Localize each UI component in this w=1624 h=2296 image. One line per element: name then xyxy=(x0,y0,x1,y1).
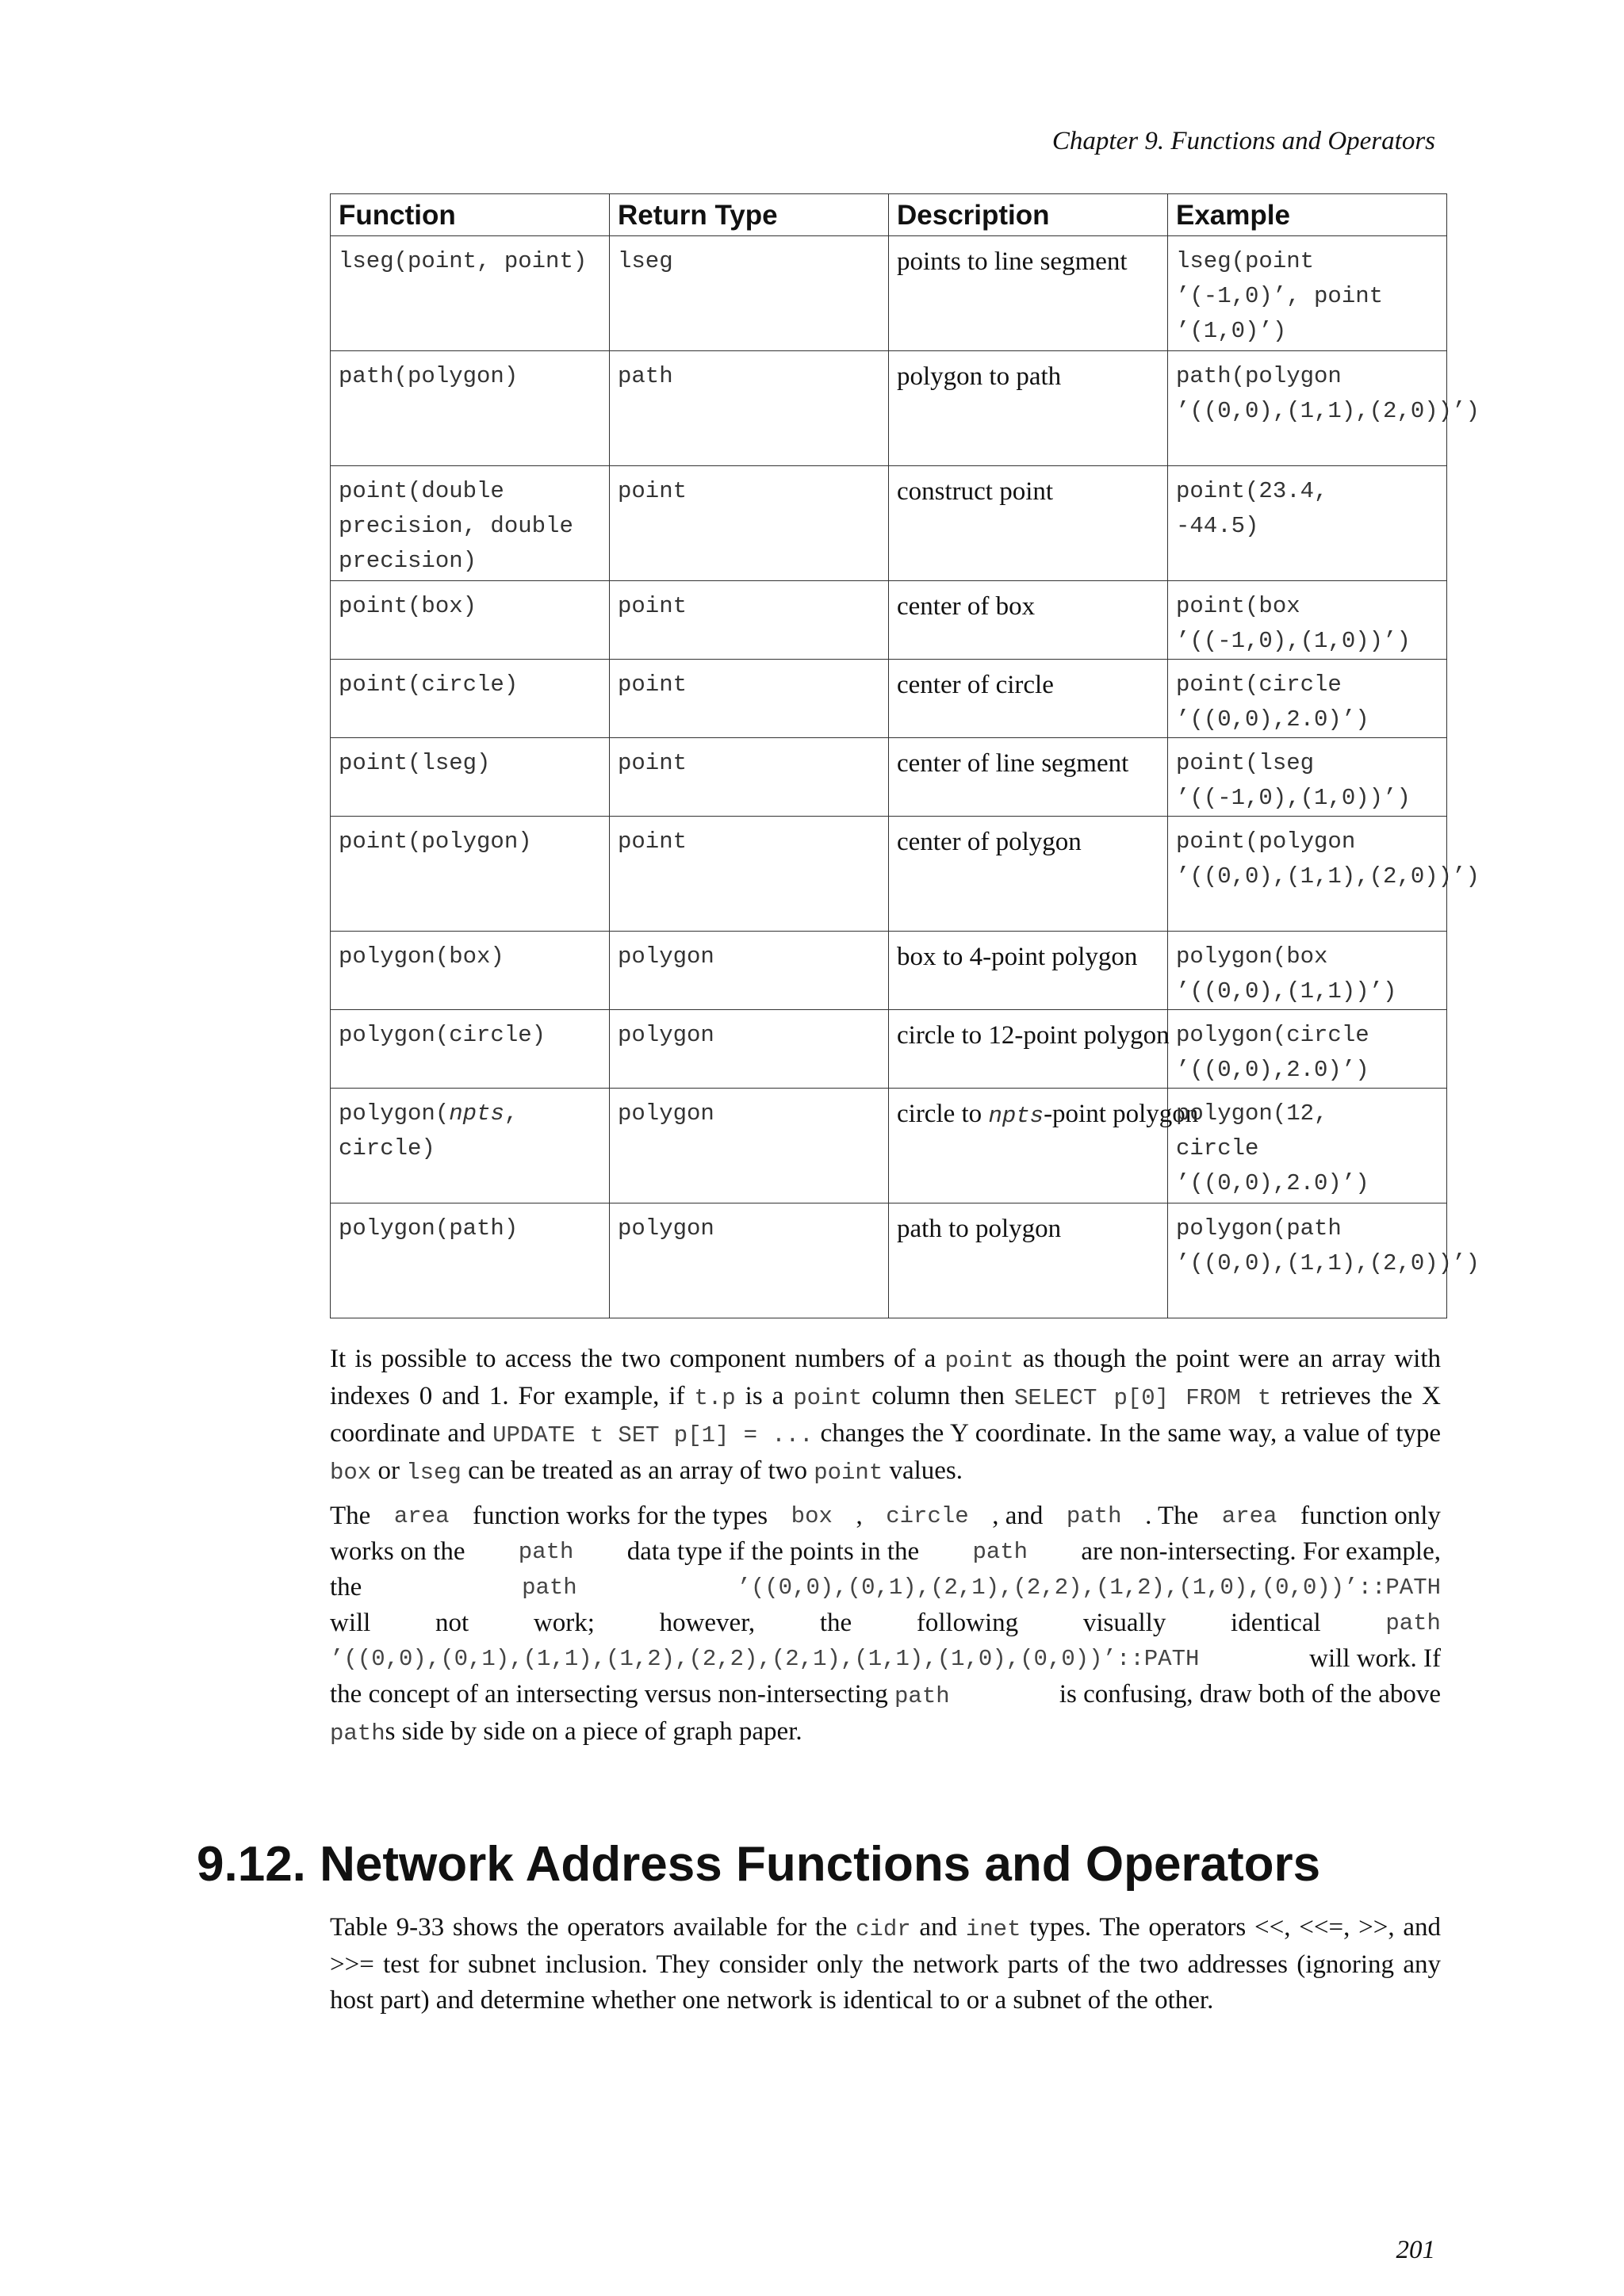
column-header-description: Description xyxy=(889,194,1168,236)
example-cell: point(polygon ’((0,0),(1,1),(2,0))’) xyxy=(1168,817,1447,932)
function-cell: lseg(point, point) xyxy=(331,236,610,351)
return-type-cell: polygon xyxy=(610,1010,889,1089)
table-row xyxy=(331,466,1447,581)
description-cell: circle to 12-point polygon xyxy=(889,1010,1168,1089)
page-number: 201 xyxy=(1396,2236,1435,2264)
description-cell: center of box xyxy=(889,581,1168,660)
description-cell: construct point xyxy=(889,466,1168,581)
description-cell: center of circle xyxy=(889,660,1168,738)
table-row xyxy=(331,1089,1447,1203)
function-cell: point(circle) xyxy=(331,660,610,738)
example-cell: polygon(box ’((0,0),(1,1))’) xyxy=(1168,932,1447,1010)
description-cell: polygon to path xyxy=(889,351,1168,466)
example-cell: point(box ’((-1,0),(1,0))’) xyxy=(1168,581,1447,660)
example-cell: lseg(point ’(-1,0)’, point ’(1,0)’) xyxy=(1168,236,1447,351)
section-title: 9.12. Network Address Functions and Operators xyxy=(197,1837,1321,1892)
text-line: ’((0,0),(0,1),(1,1),(1,2),(2,2),(2,1),(1,1),(1,0),(0,0))’::PATH will work. If xyxy=(330,1644,1441,1673)
column-header-function: Function xyxy=(331,194,610,236)
example-cell: point(circle ’((0,0),2.0)’) xyxy=(1168,660,1447,738)
function-cell: polygon(circle) xyxy=(331,1010,610,1089)
table-row xyxy=(331,817,1447,932)
running-header: Chapter 9. Functions and Operators xyxy=(1051,127,1435,155)
text-line: The area function works for the types box , circle , and path . The area function only xyxy=(330,1502,1441,1530)
table-header-row xyxy=(331,194,1447,236)
example-cell: polygon(path ’((0,0),(1,1),(2,0))’) xyxy=(1168,1203,1447,1318)
table-row xyxy=(331,581,1447,660)
return-type-cell: point xyxy=(610,660,889,738)
description-cell: box to 4-point polygon xyxy=(889,932,1168,1010)
example-cell: point(23.4, -44.5) xyxy=(1168,466,1447,581)
text-line: the path ’((0,0),(0,1),(2,1),(2,2),(1,2),(1,0),(0,0))’::PATH xyxy=(330,1573,1441,1601)
text-line: paths side by side on a piece of graph paper. xyxy=(330,1717,802,1747)
return-type-cell: point xyxy=(610,466,889,581)
column-header-example: Example xyxy=(1168,194,1447,236)
return-type-cell: point xyxy=(610,581,889,660)
table-row xyxy=(331,660,1447,738)
paragraph-network-operators: Table 9-33 shows the operators available for the cidr and inet types. The operators <<, <<=, >>, and >>= test for subnet inclusion. They consider only the network parts of the two addresses (ignoring any host part) and determine whether one network is identical to or a subnet of the other. xyxy=(330,1913,1441,2015)
table-row xyxy=(331,1010,1447,1089)
description-cell: circle to npts-point polygon xyxy=(889,1089,1168,1203)
text-line: works on the path data type if the points in the path are non-intersecting. For example, xyxy=(330,1537,1441,1566)
table-row xyxy=(331,236,1447,351)
function-cell: polygon(npts, circle) xyxy=(331,1089,610,1203)
return-type-cell: lseg xyxy=(610,236,889,351)
table-row xyxy=(331,351,1447,466)
text-line: will not work; however, the following visually identical path xyxy=(330,1609,1441,1637)
return-type-cell: point xyxy=(610,738,889,817)
example-cell: polygon(circle ’((0,0),2.0)’) xyxy=(1168,1010,1447,1089)
function-cell: path(polygon) xyxy=(331,351,610,466)
return-type-cell: path xyxy=(610,351,889,466)
description-cell: points to line segment xyxy=(889,236,1168,351)
function-cell: point(polygon) xyxy=(331,817,610,932)
return-type-cell: point xyxy=(610,817,889,932)
description-cell: center of polygon xyxy=(889,817,1168,932)
description-cell: path to polygon xyxy=(889,1203,1168,1318)
function-cell: point(box) xyxy=(331,581,610,660)
return-type-cell: polygon xyxy=(610,1203,889,1318)
paragraph-point-array-access: It is possible to access the two component numbers of a point as though the point were an array with indexes 0 and 1. For example, if t.p is a point column then SELECT p[0] FROM t retrieves the X coordinate and UPDATE t SET p[1] = ... changes the Y coordinate. In the same way, a value of type box or lseg can be treated as an array of two point values. xyxy=(330,1345,1442,1486)
table-row xyxy=(331,932,1447,1010)
text-line: the concept of an intersecting versus non-intersecting path is confusing, draw both of the above xyxy=(330,1680,1441,1709)
paragraph-area-function xyxy=(330,1498,1441,1751)
function-cell: point(double precision, double precision) xyxy=(331,466,610,581)
example-cell: path(polygon ’((0,0),(1,1),(2,0))’) xyxy=(1168,351,1447,466)
return-type-cell: polygon xyxy=(610,1089,889,1203)
column-header-return-type: Return Type xyxy=(610,194,889,236)
function-cell: point(lseg) xyxy=(331,738,610,817)
example-cell: point(lseg ’((-1,0),(1,0))’) xyxy=(1168,738,1447,817)
function-cell: polygon(box) xyxy=(331,932,610,1010)
function-cell: polygon(path) xyxy=(331,1203,610,1318)
table-row xyxy=(331,1203,1447,1318)
description-cell: center of line segment xyxy=(889,738,1168,817)
return-type-cell: polygon xyxy=(610,932,889,1010)
example-cell: polygon(12, circle ’((0,0),2.0)’) xyxy=(1168,1089,1447,1203)
geometric-type-conversion-table xyxy=(330,193,1480,1318)
table-row xyxy=(331,738,1447,817)
